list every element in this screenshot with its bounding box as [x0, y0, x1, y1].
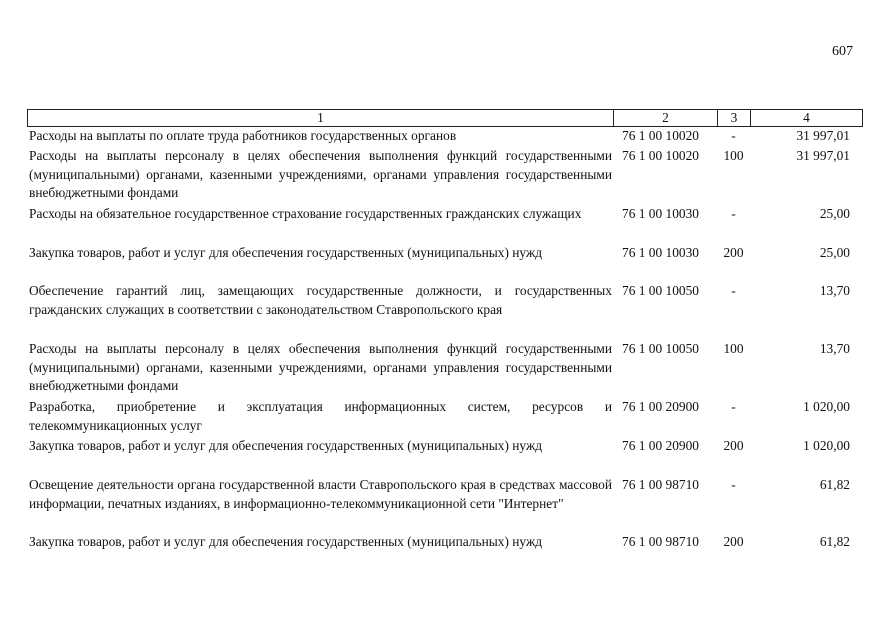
row-description: Расходы на выплаты по оплате труда работников государственных органов	[29, 128, 457, 143]
row-description: Освещение деятельности органа государственной власти Ставропольского края в средствах массовой информации, печатных изданиях, в информационно-телекоммуникационной сети "Интернет"	[29, 477, 612, 511]
row-description: Расходы на выплаты персоналу в целях обеспечения выполнения функций государственными (муниципальными) органами, казенными учреждениями, органами управления государственными внебюджетными фондами	[29, 148, 612, 200]
header-col-2: 2	[614, 110, 718, 126]
header-col-4: 4	[803, 110, 810, 125]
row-amount: 31 997,01	[796, 128, 850, 143]
row-amount: 31 997,01	[796, 148, 850, 163]
row-expense-type: 100	[723, 148, 744, 163]
header-col-1: 1	[28, 110, 614, 126]
row-expense-type: -	[731, 128, 736, 143]
row-code: 76 1 00 10030	[622, 245, 699, 260]
row-code: 76 1 00 20900	[622, 438, 699, 453]
row-code: 76 1 00 10020	[622, 128, 699, 143]
table-header	[27, 109, 863, 127]
row-expense-type: -	[731, 399, 736, 414]
row-code: 76 1 00 20900	[622, 399, 699, 414]
row-expense-type: 100	[723, 341, 744, 356]
row-description: Расходы на выплаты персоналу в целях обеспечения выполнения функций государственными (муниципальными) органами, казенными учреждениями, органами управления государственными внебюджетными фондами	[29, 341, 612, 393]
row-amount: 13,70	[819, 283, 850, 298]
header-col-3: 3	[718, 110, 751, 126]
row-code: 76 1 00 98710	[622, 477, 699, 492]
row-code: 76 1 00 98710	[622, 534, 699, 549]
row-description: Разработка, приобретение и эксплуатация информационных систем, ресурсов и телекоммуникационных услуг	[29, 399, 612, 433]
page-number: 607	[832, 44, 853, 59]
row-description: Закупка товаров, работ и услуг для обеспечения государственных (муниципальных) нужд	[29, 245, 543, 260]
row-expense-type: -	[731, 283, 736, 298]
row-expense-type: 200	[723, 245, 744, 260]
row-code: 76 1 00 10030	[622, 206, 699, 221]
row-amount: 25,00	[819, 206, 850, 221]
row-expense-type: -	[731, 206, 736, 221]
row-amount: 1 020,00	[803, 399, 850, 414]
row-code: 76 1 00 10050	[622, 341, 699, 356]
row-amount: 61,82	[819, 477, 850, 492]
row-description: Расходы на обязательное государственное страхование государственных гражданских служащих	[29, 206, 582, 221]
row-description: Закупка товаров, работ и услуг для обеспечения государственных (муниципальных) нужд	[29, 534, 543, 549]
row-amount: 61,82	[819, 534, 850, 549]
row-expense-type: -	[731, 477, 736, 492]
row-expense-type: 200	[723, 438, 744, 453]
row-amount: 1 020,00	[803, 438, 850, 453]
budget-table	[27, 109, 863, 549]
row-expense-type: 200	[723, 534, 744, 549]
row-description: Закупка товаров, работ и услуг для обеспечения государственных (муниципальных) нужд	[29, 438, 543, 453]
row-amount: 13,70	[819, 341, 850, 356]
row-code: 76 1 00 10050	[622, 283, 699, 298]
row-amount: 25,00	[819, 245, 850, 260]
row-description: Обеспечение гарантий лиц, замещающих государственные должности, и государственных гражданских служащих в соответствии с законодательством Ставропольского края	[29, 283, 612, 317]
row-code: 76 1 00 10020	[622, 148, 699, 163]
